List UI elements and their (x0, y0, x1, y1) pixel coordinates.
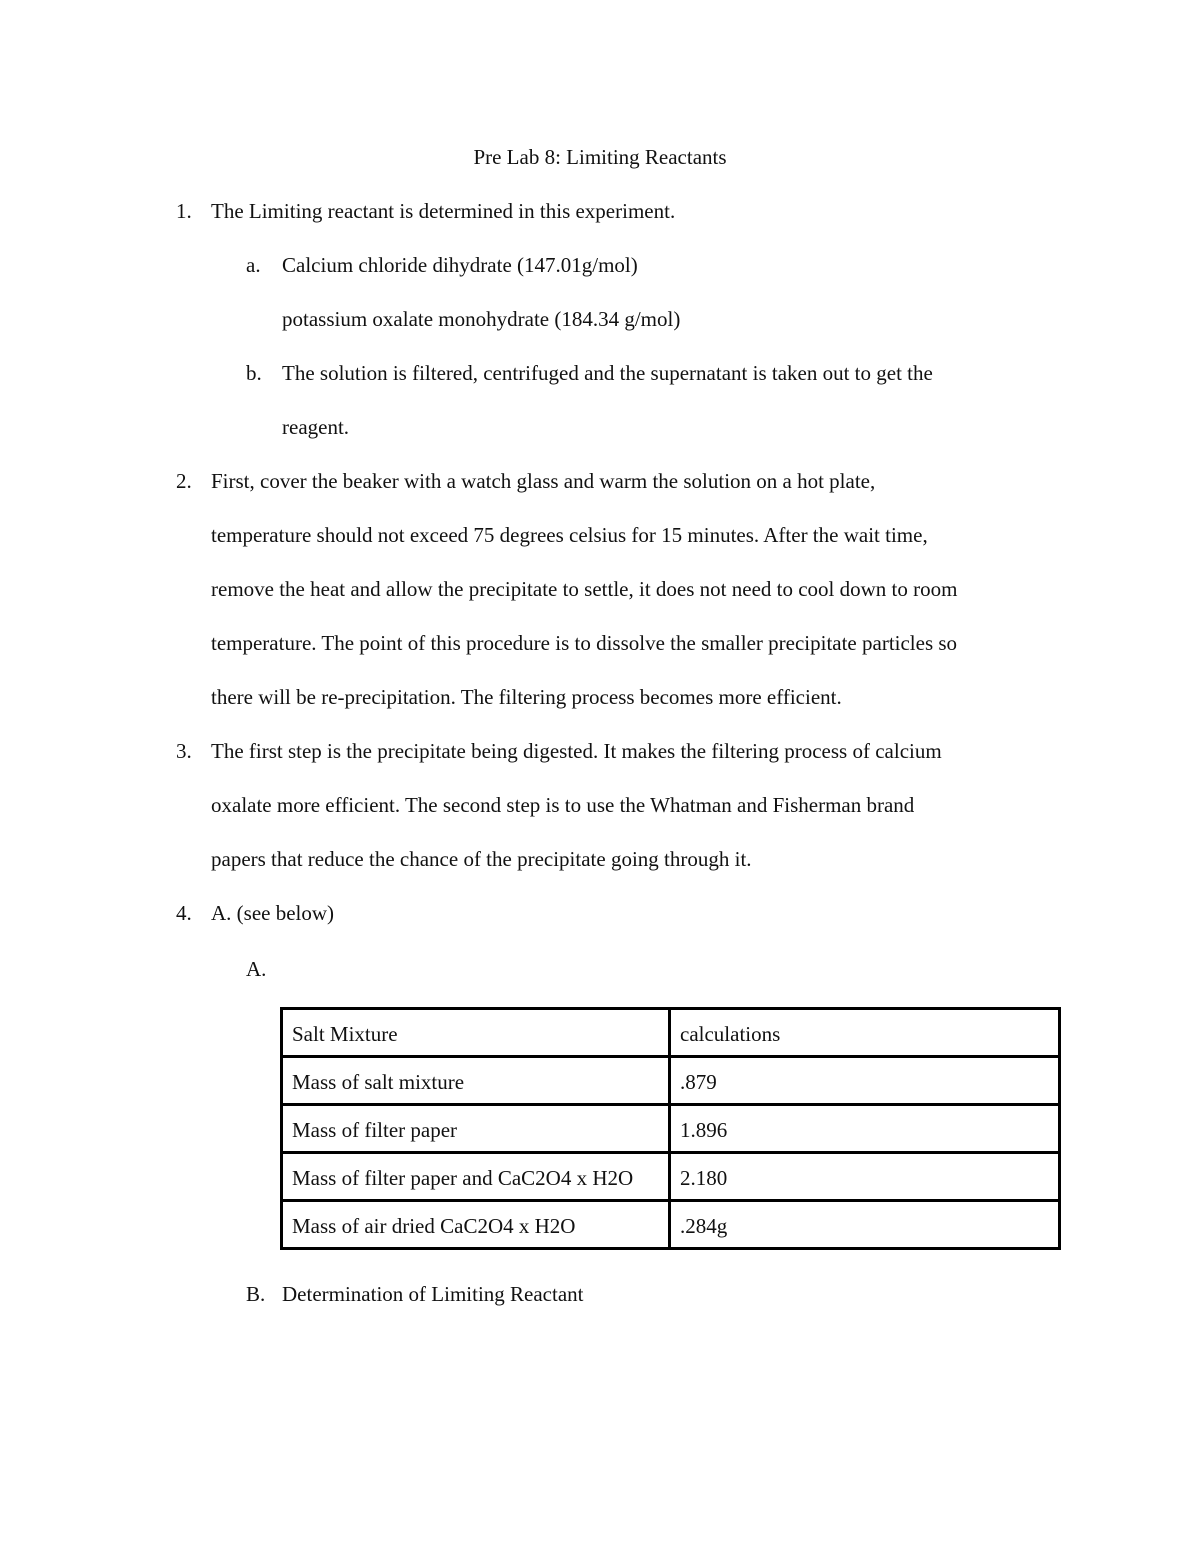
table-cell-value: 1.896 (670, 1105, 1060, 1153)
item-2-line-1: First, cover the beaker with a watch glass and warm the solution on a hot plate, (211, 469, 876, 493)
item-1a-line-1: Calcium chloride dihydrate (147.01g/mol) (282, 253, 638, 277)
table-header-row (282, 1009, 1060, 1057)
section-b-marker: B. (246, 1282, 266, 1306)
table-header-cell: Salt Mixture (282, 1009, 670, 1057)
item-3-line-2: oxalate more efficient. The second step is to use the Whatman and Fisherman brand (211, 793, 915, 817)
item-1b-marker: b. (246, 361, 262, 385)
table-header-cell: calculations (670, 1009, 1060, 1057)
table-cell-value: .879 (670, 1057, 1060, 1105)
table-row (282, 1201, 1060, 1249)
item-3-line-3: papers that reduce the chance of the precipitate going through it. (211, 847, 752, 871)
item-2-line-2: temperature should not exceed 75 degrees celsius for 15 minutes. After the wait time, (211, 523, 928, 547)
table-cell-label: Mass of salt mixture (282, 1057, 670, 1105)
results-table (280, 1007, 1061, 1250)
table-row (282, 1105, 1060, 1153)
page-title: Pre Lab 8: Limiting Reactants (473, 145, 727, 169)
table-cell-label: Mass of air dried CaC2O4 x H2O (282, 1201, 670, 1249)
item-1a-marker: a. (246, 253, 261, 277)
item-1a-line-2: potassium oxalate monohydrate (184.34 g/mol) (282, 307, 681, 331)
table-row (282, 1153, 1060, 1201)
item-1-text: The Limiting reactant is determined in this experiment. (211, 199, 676, 223)
section-a-label: A. (246, 957, 267, 981)
section-b-text: Determination of Limiting Reactant (282, 1282, 584, 1306)
item-1b-line-1: The solution is filtered, centrifuged and the supernatant is taken out to get the (282, 361, 933, 385)
item-1b-line-2: reagent. (282, 415, 350, 439)
item-2-line-5: there will be re-precipitation. The filtering process becomes more efficient. (211, 685, 842, 709)
table-cell-label: Mass of filter paper (282, 1105, 670, 1153)
table-cell-label: Mass of filter paper and CaC2O4 x H2O (282, 1153, 670, 1201)
item-2-line-4: temperature. The point of this procedure is to dissolve the smaller precipitate particles so (211, 631, 958, 655)
item-3-number: 3. (176, 739, 192, 763)
item-3-line-1: The first step is the precipitate being digested. It makes the filtering process of calcium (211, 739, 942, 763)
item-4-text: A. (see below) (211, 901, 335, 925)
item-2-number: 2. (176, 469, 192, 493)
table-cell-value: 2.180 (670, 1153, 1060, 1201)
table-row (282, 1057, 1060, 1105)
item-4-number: 4. (176, 901, 192, 925)
table-cell-value: .284g (670, 1201, 1060, 1249)
item-1-number: 1. (176, 199, 192, 223)
item-2-line-3: remove the heat and allow the precipitate to settle, it does not need to cool down to room (211, 577, 958, 601)
